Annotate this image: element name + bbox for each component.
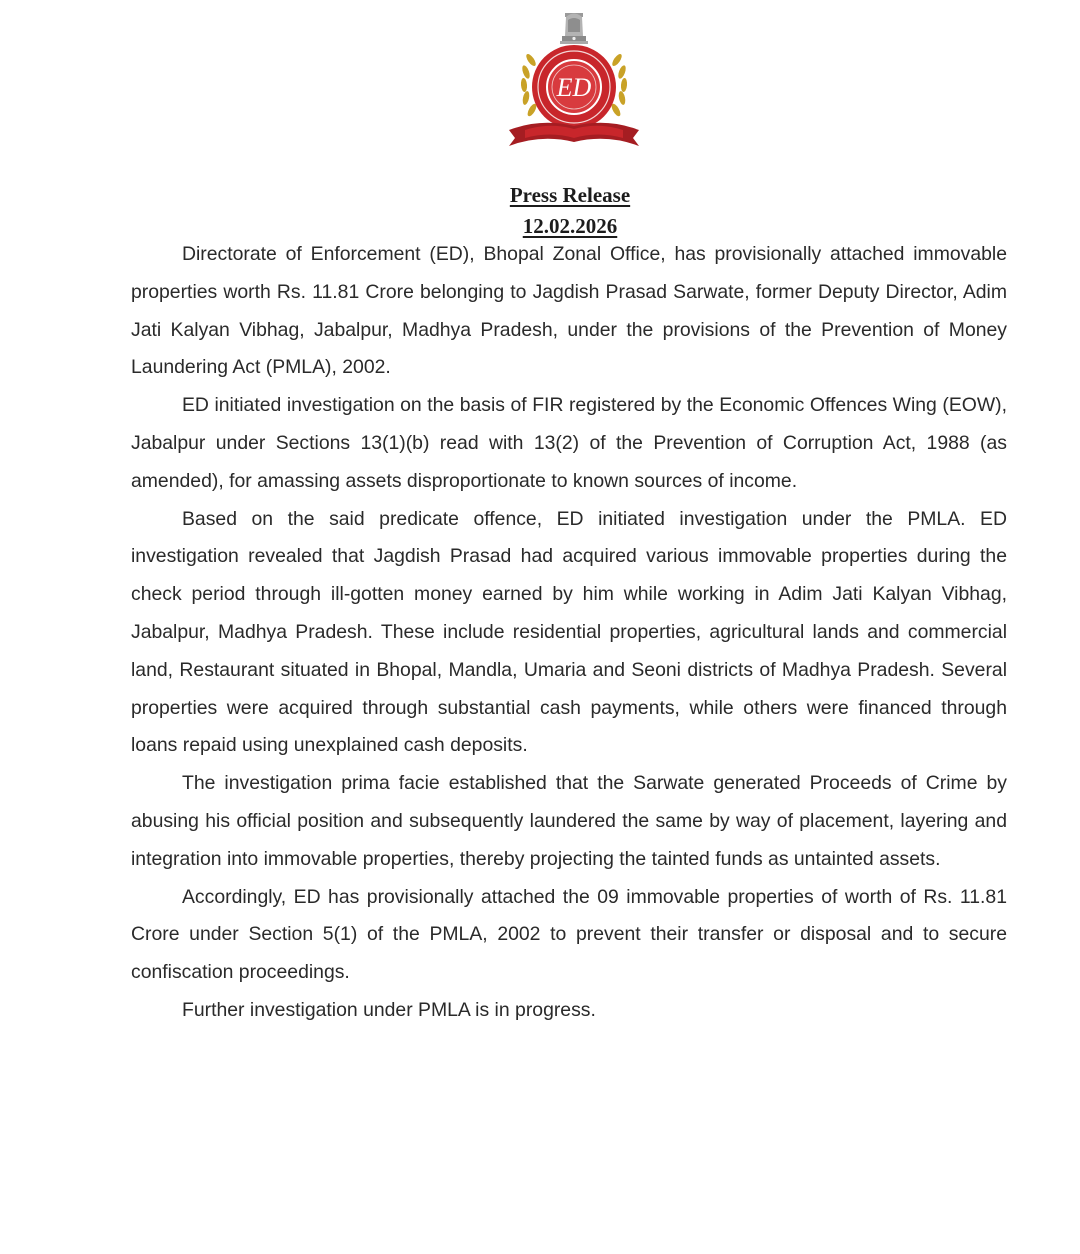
press-release-body — [131, 236, 1007, 1030]
paragraph: ED initiated investigation on the basis of FIR registered by the Economic Offences Wing (EOW), Jabalpur under Sections 13(1)(b) read with 13(2) of the Prevention of Corruption Act, 1988 (as amended), for amassing assets disproportionate to known sources of income. — [131, 394, 1007, 492]
enforcement-directorate-emblem-icon — [505, 10, 643, 158]
ribbon-icon — [509, 123, 639, 146]
press-release-date: 12.02.2026 — [522, 214, 618, 238]
paragraph: The investigation prima facie established that the Sarwate generated Proceeds of Crime by abusing his official position and subsequently laundered the same by way of placement, layering and integration into immovable properties, thereby projecting the tainted funds as untainted assets. — [131, 772, 1007, 870]
paragraph: Further investigation under PMLA is in progress. — [182, 998, 596, 1021]
paragraph: Based on the said predicate offence, ED initiated investigation under the PMLA. ED investigation revealed that Jagdish Prasad had acquired various immovable properties during the check period through ill-gotten money earned by him while working in Adim Jati Kalyan Vibhag, Jabalpur, Madhya Pradesh. These include residential properties, agricultural lands and commercial land, Restaurant situated in Bhopal, Mandla, Umaria and Seoni districts of Madhya Pradesh. Several properties were acquired through substantial cash payments, while others were financed through loans repaid using unexplained cash deposits. — [131, 507, 1007, 757]
paragraph: Accordingly, ED has provisionally attached the 09 immovable properties of worth of Rs. 11.81 Crore under Section 5(1) of the PMLA, 2002 to prevent their transfer or disposal and to secure confiscation proceedings. — [131, 885, 1007, 984]
lion-capital-icon — [560, 13, 588, 44]
press-release-title: Press Release — [509, 183, 631, 207]
paragraph: Directorate of Enforcement (ED), Bhopal Zonal Office, has provisionally attached immovable properties worth Rs. 11.81 Crore belonging to Jagdish Prasad Sarwate, former Deputy Director, Adim Jati Kalyan Vibhag, Jabalpur, Madhya Pradesh, under the provisions of the Prevention of Money Laundering Act (PMLA), 2002. — [131, 243, 1007, 379]
emblem-initials: ED — [556, 73, 592, 102]
